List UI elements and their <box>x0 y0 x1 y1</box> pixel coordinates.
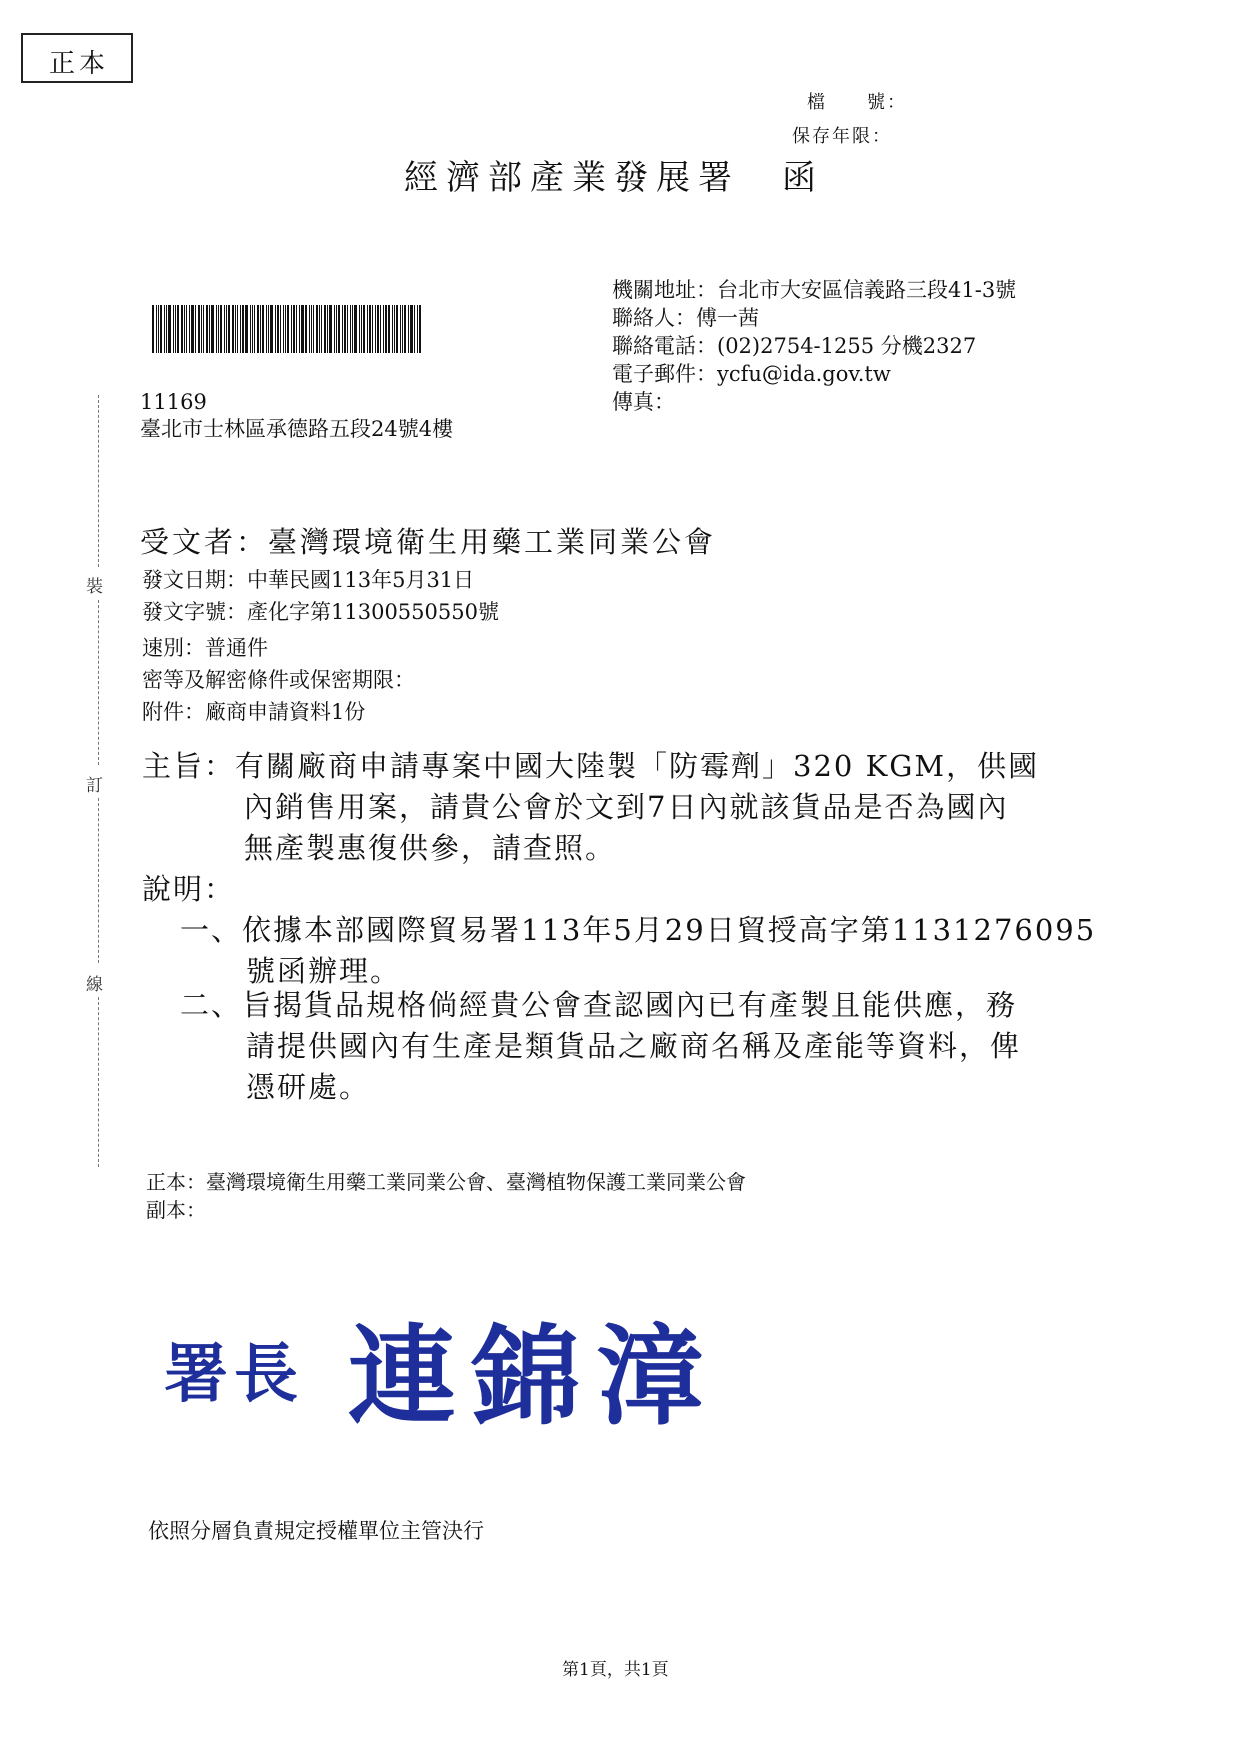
barcode-bar <box>342 305 343 353</box>
barcode-bar <box>385 305 387 353</box>
barcode-bar <box>266 305 267 353</box>
barcode-bar <box>329 305 332 353</box>
barcode-bar <box>414 305 415 353</box>
barcode-bar <box>344 305 346 353</box>
barcode-bar <box>224 305 225 353</box>
barcode-bar <box>400 305 401 353</box>
explanation-line: 請提供國內有生產是類貨品之廠商名稱及產能等資料，俾 <box>246 1029 1022 1063</box>
barcode-bar <box>404 305 406 353</box>
subject-section <box>142 746 1039 869</box>
barcode-bar <box>164 305 165 353</box>
barcode-bar <box>388 305 391 353</box>
barcode-bar <box>293 305 295 353</box>
barcode-bar <box>228 305 230 353</box>
issue-date: 發文日期：中華民國113年5月31日 <box>142 568 475 592</box>
barcode-bar <box>377 305 379 353</box>
barcode-bar <box>280 305 281 353</box>
explanation-line: 一、依據本部國際貿易署113年5月29日貿授高字第1131276095 <box>180 913 1097 947</box>
barcode-bar <box>383 305 384 353</box>
barcode-bar <box>321 305 322 353</box>
barcode-bar <box>324 305 326 353</box>
barcode-bar <box>299 305 300 353</box>
barcode-bar <box>268 305 269 353</box>
agency-address: 機關地址：台北市大安區信義路三段41-3號 <box>612 278 1017 302</box>
barcode <box>152 305 422 353</box>
barcode-bar <box>250 305 251 353</box>
barcode-bar <box>296 305 297 353</box>
barcode-bar <box>220 305 222 353</box>
barcode-bar <box>305 305 307 353</box>
stamp-text: 正本 <box>49 49 110 79</box>
distribution-block <box>146 1168 746 1224</box>
contact-person: 聯絡人：傅一茜 <box>612 306 759 330</box>
barcode-bar <box>158 305 159 353</box>
barcode-bar <box>260 305 261 353</box>
explanation-label: 說明： <box>142 872 236 906</box>
signature-name: 連錦漳 <box>348 1314 721 1440</box>
barcode-bar <box>354 305 357 353</box>
barcode-bar <box>195 305 196 353</box>
barcode-bar <box>363 305 365 353</box>
original-copy-stamp <box>21 33 133 83</box>
barcode-bar <box>352 305 353 353</box>
barcode-bar <box>361 305 362 353</box>
barcode-bar <box>350 305 351 353</box>
binding-mark-zhuang: 裝 <box>86 577 103 597</box>
barcode-bar <box>287 305 289 353</box>
retention-period-label: 保存年限： <box>792 126 892 147</box>
barcode-bar <box>291 305 292 353</box>
secrecy-level: 密等及解密條件或保密期限： <box>142 668 415 692</box>
subject-line: 無產製惠復供參，請查照。 <box>244 831 617 865</box>
speed-class: 速別：普通件 <box>142 636 268 660</box>
barcode-bar <box>240 305 241 353</box>
barcode-bar <box>394 305 395 353</box>
document-title: 經濟部產業發展署 函 <box>404 158 824 198</box>
barcode-bar <box>380 305 381 353</box>
barcode-bar <box>186 305 187 353</box>
barcode-bar <box>211 305 214 353</box>
barcode-bar <box>392 305 393 353</box>
barcode-bar <box>369 305 371 353</box>
barcode-bar <box>327 305 328 353</box>
barcode-bar <box>309 305 310 353</box>
explanation-item-2 <box>180 985 1021 1108</box>
binding-mark-ding: 訂 <box>86 776 103 796</box>
barcode-bar <box>408 305 409 353</box>
barcode-bar <box>277 305 279 353</box>
barcode-bar <box>334 305 335 353</box>
binding-line-segment <box>98 798 99 963</box>
issue-number: 發文字號：產化字第11300550550號 <box>142 600 499 624</box>
barcode-bar <box>301 305 304 353</box>
barcode-bar <box>417 305 418 353</box>
barcode-bar <box>254 305 255 353</box>
contact-email: 電子郵件：ycfu@ida.gov.tw <box>612 362 891 386</box>
barcode-bar <box>189 305 190 353</box>
barcode-bar <box>375 305 376 353</box>
authorization-note: 依照分層負責規定授權單位主管決行 <box>148 1519 484 1543</box>
recipient-address: 臺北市士林區承德路五段24號4樓 <box>140 417 454 441</box>
copy-recipients: 副本： <box>146 1198 206 1222</box>
binding-mark-xian: 線 <box>86 975 103 995</box>
barcode-bar <box>242 305 244 353</box>
barcode-bar <box>173 305 174 353</box>
subject-line: 內銷售用案，請貴公會於文到7日內就該貨品是否為國內 <box>244 790 1009 824</box>
barcode-bar <box>166 305 167 353</box>
barcode-bar <box>270 305 273 353</box>
binding-line-segment <box>98 997 99 1167</box>
barcode-bar <box>177 305 179 353</box>
barcode-bar <box>175 305 176 353</box>
file-number-label: 檔 號： <box>807 92 907 113</box>
contact-fax: 傳真： <box>612 390 675 414</box>
barcode-bar <box>181 305 183 353</box>
barcode-bar <box>316 305 318 353</box>
barcode-bar <box>198 305 200 353</box>
barcode-bar <box>168 305 171 353</box>
barcode-bar <box>235 305 236 353</box>
issue-info-block <box>142 564 499 628</box>
barcode-bar <box>283 305 284 353</box>
original-recipients: 正本：臺灣環境衛生用藥工業同業公會、臺灣植物保護工業同業公會 <box>146 1170 746 1194</box>
page-number: 第1頁，共1頁 <box>562 1660 669 1680</box>
binding-line-segment <box>98 395 99 567</box>
barcode-bar <box>232 305 234 353</box>
barcode-bar <box>216 305 217 353</box>
barcode-bar <box>257 305 259 353</box>
recipient-line: 受文者：臺灣環境衛生用藥工業同業公會 <box>140 525 717 559</box>
classification-block <box>142 632 415 728</box>
barcode-bar <box>402 305 403 353</box>
barcode-bar <box>226 305 227 353</box>
recipient-postcode: 11169 <box>140 390 207 414</box>
explanation-line: 二、旨揭貨品規格倘經貴公會查認國內已有產製且能供應，務 <box>180 988 1018 1022</box>
barcode-bar <box>396 305 398 353</box>
barcode-bar <box>336 305 337 353</box>
agency-contact-block <box>612 276 1016 416</box>
barcode-bar <box>201 305 202 353</box>
barcode-bar <box>252 305 253 353</box>
signature-title: 署長 <box>164 1337 304 1412</box>
barcode-bar <box>191 305 194 353</box>
barcode-bar <box>156 305 157 353</box>
recipient-mailing-block <box>140 389 453 443</box>
barcode-bar <box>160 305 162 353</box>
barcode-bar <box>372 305 373 353</box>
barcode-bar <box>218 305 219 353</box>
binding-line-segment <box>98 600 99 765</box>
barcode-bar <box>285 305 286 353</box>
attachment-line: 附件：廠商申請資料1份 <box>142 700 366 724</box>
barcode-bar <box>237 305 238 353</box>
contact-phone: 聯絡電話：(02)2754-1255 分機2327 <box>612 334 977 358</box>
barcode-bar <box>206 305 208 353</box>
barcode-bar <box>184 305 185 353</box>
barcode-bar <box>338 305 340 353</box>
explanation-item-1 <box>180 910 1096 992</box>
barcode-bar <box>359 305 360 353</box>
barcode-bar <box>245 305 248 353</box>
barcode-bar <box>410 305 413 353</box>
explanation-line: 號函辦理。 <box>246 954 402 988</box>
barcode-bar <box>419 305 421 353</box>
barcode-bar <box>275 305 276 353</box>
subject-line: 主旨：有關廠商申請專案中國大陸製「防霉劑」320 KGM，供國 <box>142 749 1040 783</box>
barcode-bar <box>209 305 210 353</box>
barcode-bar <box>311 305 312 353</box>
explanation-line: 憑研處。 <box>246 1070 371 1104</box>
barcode-bar <box>313 305 314 353</box>
barcode-bar <box>203 305 204 353</box>
barcode-bar <box>347 305 348 353</box>
barcode-bar <box>319 305 320 353</box>
barcode-bar <box>367 305 368 353</box>
barcode-bar <box>152 305 154 353</box>
barcode-bar <box>262 305 264 353</box>
